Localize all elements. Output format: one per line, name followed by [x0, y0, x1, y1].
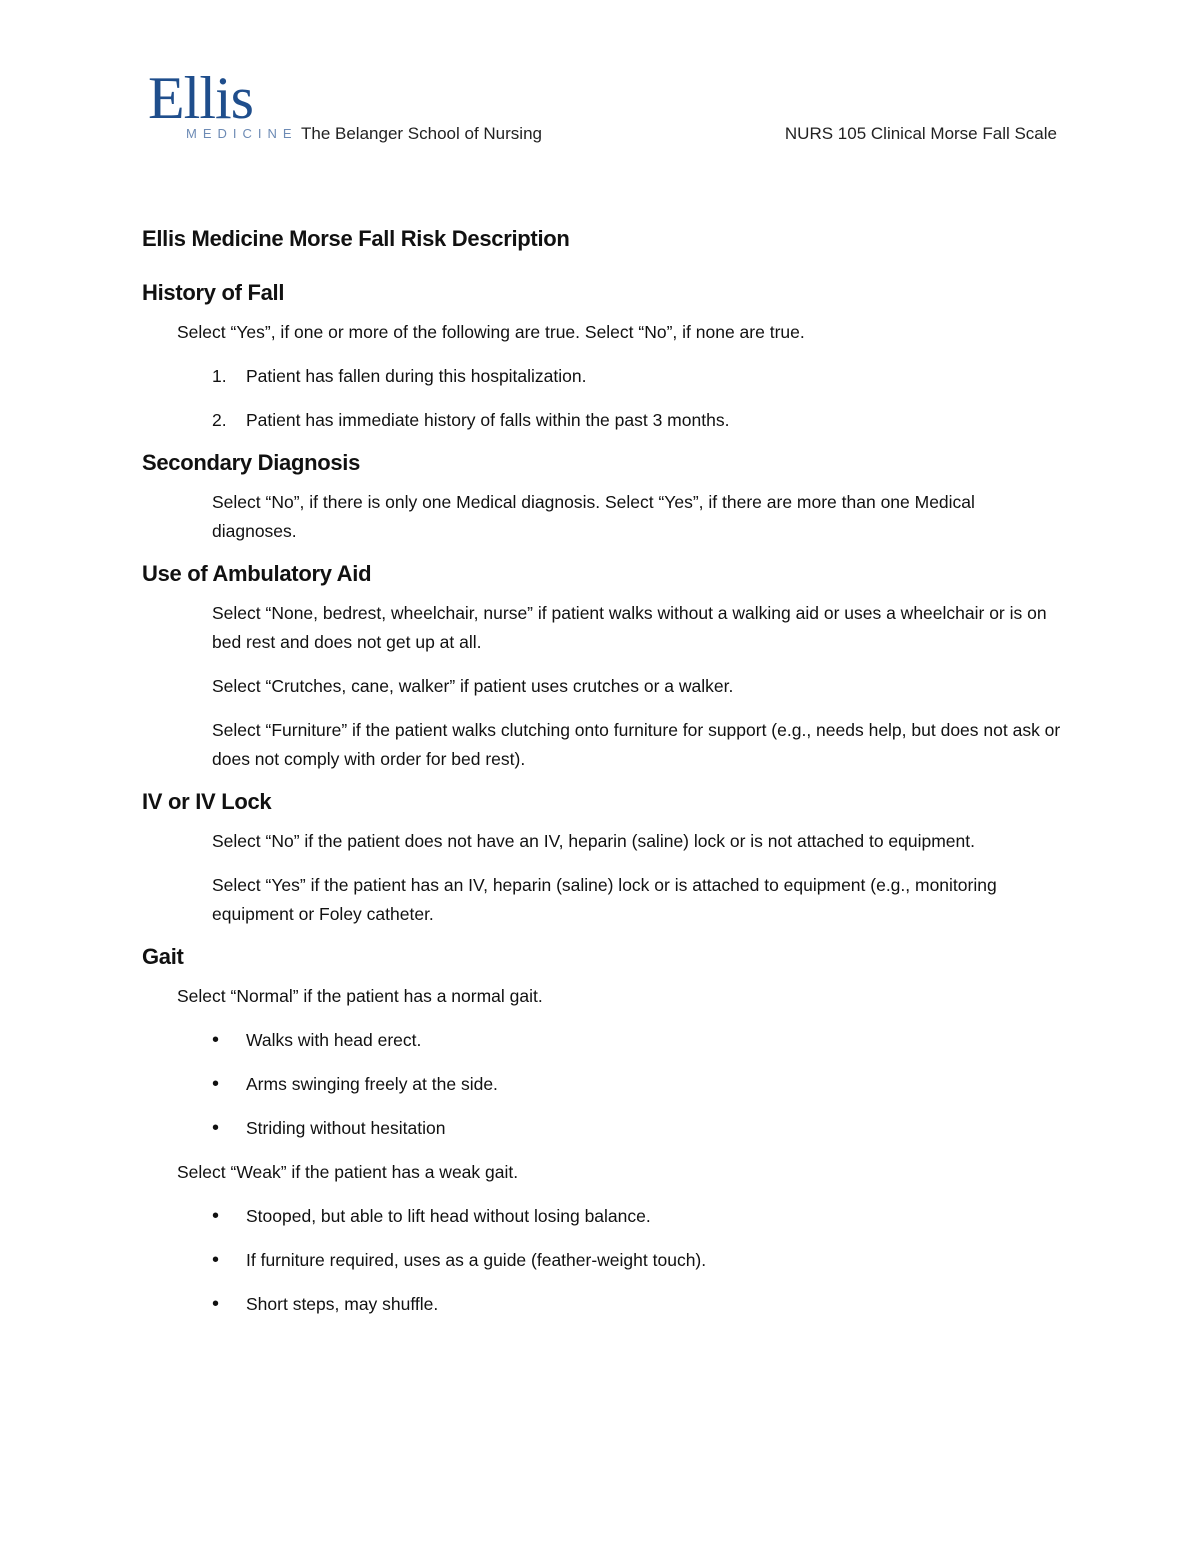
ambulatory-p1: Select “None, bedrest, wheelchair, nurse” if patient walks without a walking aid or uses a wheelchair or is on bed rest and does not get up at all. — [212, 603, 1047, 652]
history-intro: Select “Yes”, if one or more of the following are true. Select “No”, if none are true. — [177, 322, 805, 342]
list-text: Stooped, but able to lift head without losing balance. — [246, 1206, 651, 1226]
list-text: Walks with head erect. — [246, 1030, 422, 1050]
bullet-icon: • — [212, 1249, 220, 1271]
ambulatory-p2: Select “Crutches, cane, walker” if patient uses crutches or a walker. — [212, 676, 734, 696]
history-heading: History of Fall — [142, 280, 285, 305]
ambulatory-heading: Use of Ambulatory Aid — [142, 561, 372, 586]
logo-subtitle: MEDICINE — [186, 126, 298, 141]
bullet-icon: • — [212, 1073, 220, 1095]
page-title: Ellis Medicine Morse Fall Risk Description — [142, 226, 570, 251]
list-item — [212, 1246, 1062, 1275]
header-course-title: NURS 105 Clinical Morse Fall Scale — [784, 124, 1057, 143]
header-school-name: The Belanger School of Nursing — [301, 124, 542, 143]
document-body — [142, 226, 1062, 1334]
list-item — [212, 1070, 1062, 1099]
bullet-icon: • — [212, 1029, 220, 1051]
logo — [148, 65, 298, 141]
iv-p1: Select “No” if the patient does not have an IV, heparin (saline) lock or is not attached to equipment. — [212, 831, 976, 851]
list-item — [212, 1026, 1062, 1055]
bullet-icon: • — [212, 1205, 220, 1227]
iv-heading: IV or IV Lock — [142, 789, 272, 814]
list-item — [212, 1202, 1062, 1231]
list-item — [212, 1290, 1062, 1319]
list-text: Arms swinging freely at the side. — [246, 1074, 498, 1094]
list-text: Short steps, may shuffle. — [246, 1294, 439, 1314]
list-text: Patient has fallen during this hospitalization. — [246, 366, 587, 386]
bullet-icon: • — [212, 1293, 220, 1315]
list-item — [212, 1114, 1062, 1143]
ambulatory-p3: Select “Furniture” if the patient walks clutching onto furniture for support (e.g., needs help, but does not ask or does not comply with order for bed rest). — [212, 720, 1061, 769]
gait-normal-intro: Select “Normal” if the patient has a normal gait. — [177, 986, 543, 1006]
list-item — [212, 406, 1062, 435]
list-number: 2. — [212, 410, 227, 430]
gait-weak-intro: Select “Weak” if the patient has a weak gait. — [177, 1162, 519, 1182]
list-number: 1. — [212, 366, 227, 386]
secondary-heading: Secondary Diagnosis — [142, 450, 361, 475]
list-text: Patient has immediate history of falls within the past 3 months. — [246, 410, 730, 430]
list-item — [212, 362, 1062, 391]
list-text: If furniture required, uses as a guide (feather-weight touch). — [246, 1250, 707, 1270]
iv-p2: Select “Yes” if the patient has an IV, heparin (saline) lock or is attached to equipment (e.g., monitoring equipment or Foley catheter. — [212, 875, 997, 924]
logo-wordmark: Ellis — [148, 65, 254, 131]
gait-heading: Gait — [142, 944, 184, 969]
list-text: Striding without hesitation — [246, 1118, 446, 1138]
bullet-icon: • — [212, 1117, 220, 1139]
secondary-text: Select “No”, if there is only one Medical diagnosis. Select “Yes”, if there are more than one Medical diagnoses. — [212, 492, 975, 541]
